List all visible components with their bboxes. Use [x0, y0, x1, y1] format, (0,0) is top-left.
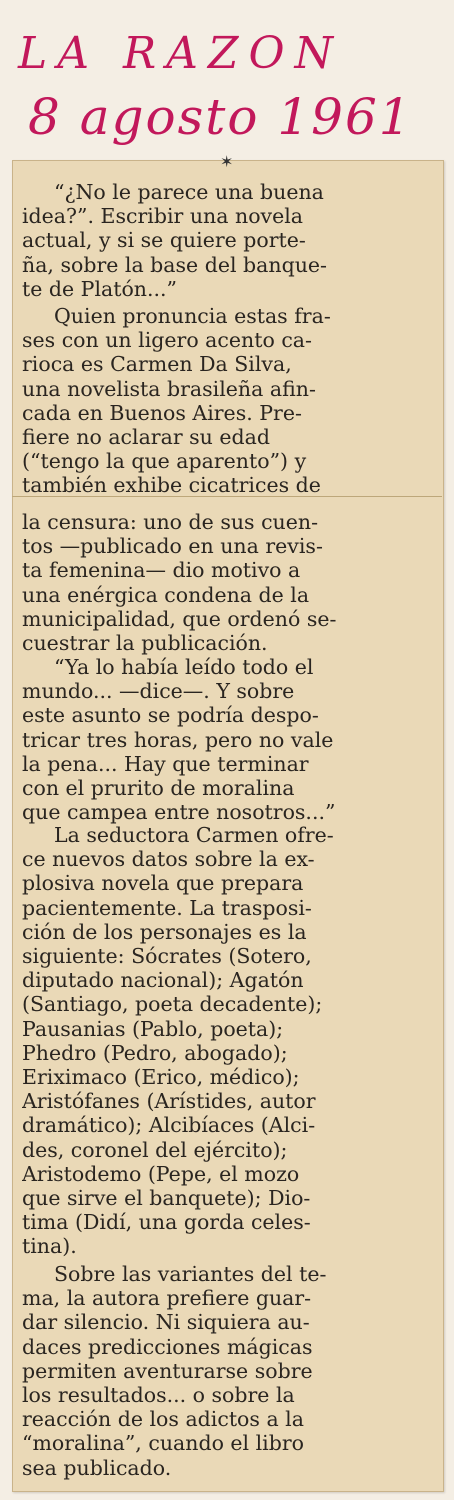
article-paragraph: [22, 304, 432, 498]
article-line: fiere no aclarar su edad: [22, 425, 270, 450]
article-line: municipalidad, que ordenó se-: [22, 606, 337, 631]
handwritten-publication: LA RAZON: [18, 28, 344, 79]
article-line: des, coronel del ejército);: [22, 1137, 288, 1162]
article-paragraph: [22, 510, 432, 655]
article-line: idea?”. Escribir una novela: [22, 204, 304, 229]
article-line: rioca es Carmen Da Silva,: [22, 352, 292, 377]
article-line: Phedro (Pedro, abogado);: [22, 1040, 288, 1065]
article-line: diputado nacional); Agatón: [22, 968, 304, 993]
article-line: la censura: uno de sus cuen-: [22, 510, 319, 534]
article-line: (Santiago, poeta decadente);: [22, 992, 323, 1017]
article-line: daces predicciones mágicas: [22, 1334, 313, 1359]
article-line: mundo... —dice—. Y sobre: [22, 679, 295, 704]
article-line: también exhibe cicatrices de: [22, 473, 321, 498]
article-line: ce nuevos datos sobre la ex-: [22, 847, 315, 872]
article-paragraph: [22, 823, 432, 1259]
article-line: tina).: [22, 1234, 77, 1259]
article-line: plosiva novela que prepara: [22, 871, 304, 896]
article-line: dar silencio. Ni siquiera au-: [22, 1310, 310, 1335]
article-line: tos —publicado en una revis-: [22, 534, 323, 559]
article-line: una novelista brasileña afin-: [22, 376, 316, 401]
article-line: actual, y si se quiere porte-: [22, 228, 306, 253]
article-line: cada en Buenos Aires. Pre-: [22, 400, 302, 425]
article-line: reacción de los adictos a la: [22, 1407, 304, 1432]
handwritten-annotation: [0, 0, 454, 150]
article-line: Pausanias (Pablo, poeta);: [22, 1016, 284, 1041]
article-paragraph: [22, 180, 432, 301]
article-line: los resultados... o sobre la: [22, 1383, 295, 1408]
article-line: Aristófanes (Arístides, autor: [22, 1089, 316, 1114]
article-line: Sobre las variantes del te-: [54, 1262, 327, 1286]
article-line: “¿No le parece una buena: [54, 180, 324, 204]
article-line: tricar tres horas, pero no vale: [22, 727, 334, 752]
article-line: cuestrar la publicación.: [22, 631, 268, 656]
article-line: (“tengo la que aparento”) y: [22, 449, 307, 474]
article-line: tima (Didí, una gorda celes-: [22, 1210, 311, 1235]
article-paragraph: [22, 655, 432, 824]
article-line: permiten aventurarse sobre: [22, 1358, 313, 1383]
article-line: sea publicado.: [22, 1455, 172, 1480]
article-line: pacientemente. La trasposi-: [22, 895, 312, 920]
article-line: Quien pronuncia estas fra-: [54, 304, 331, 328]
article-line: que sirve el banquete); Dio-: [22, 1186, 311, 1211]
article-line: ción de los personajes es la: [22, 919, 307, 944]
article-line: ña, sobre la base del banque-: [22, 252, 327, 277]
article-line: ses con un ligero acento ca-: [22, 328, 312, 353]
article-line: La seductora Carmen ofre-: [54, 823, 334, 847]
article-line: con el prurito de moralina: [22, 776, 295, 801]
article-line: dramático); Alcibíaces (Alci-: [22, 1113, 316, 1138]
article-line: una enérgica condena de la: [22, 582, 310, 607]
article-line: la pena... Hay que terminar: [22, 751, 309, 776]
article-line: “moralina”, cuando el libro: [22, 1431, 305, 1456]
article-line: ta femenina— dio motivo a: [22, 558, 301, 583]
article-paragraph: [22, 1262, 432, 1480]
article-line: Aristodemo (Pepe, el mozo: [22, 1161, 300, 1186]
article-line: que campea entre nosotros...”: [22, 800, 336, 825]
article-line: te de Platón...”: [22, 276, 178, 301]
article-line: ma, la autora prefiere guar-: [22, 1286, 312, 1311]
article-line: este asunto se podría despo-: [22, 703, 319, 728]
article-line: Eriximaco (Erico, médico);: [22, 1065, 300, 1090]
article-line: “Ya lo había leído todo el: [54, 655, 314, 679]
star-icon: ✶: [220, 152, 234, 171]
handwritten-date: 8 agosto 1961: [28, 88, 413, 146]
article-line: siguiente: Sócrates (Sotero,: [22, 944, 312, 969]
